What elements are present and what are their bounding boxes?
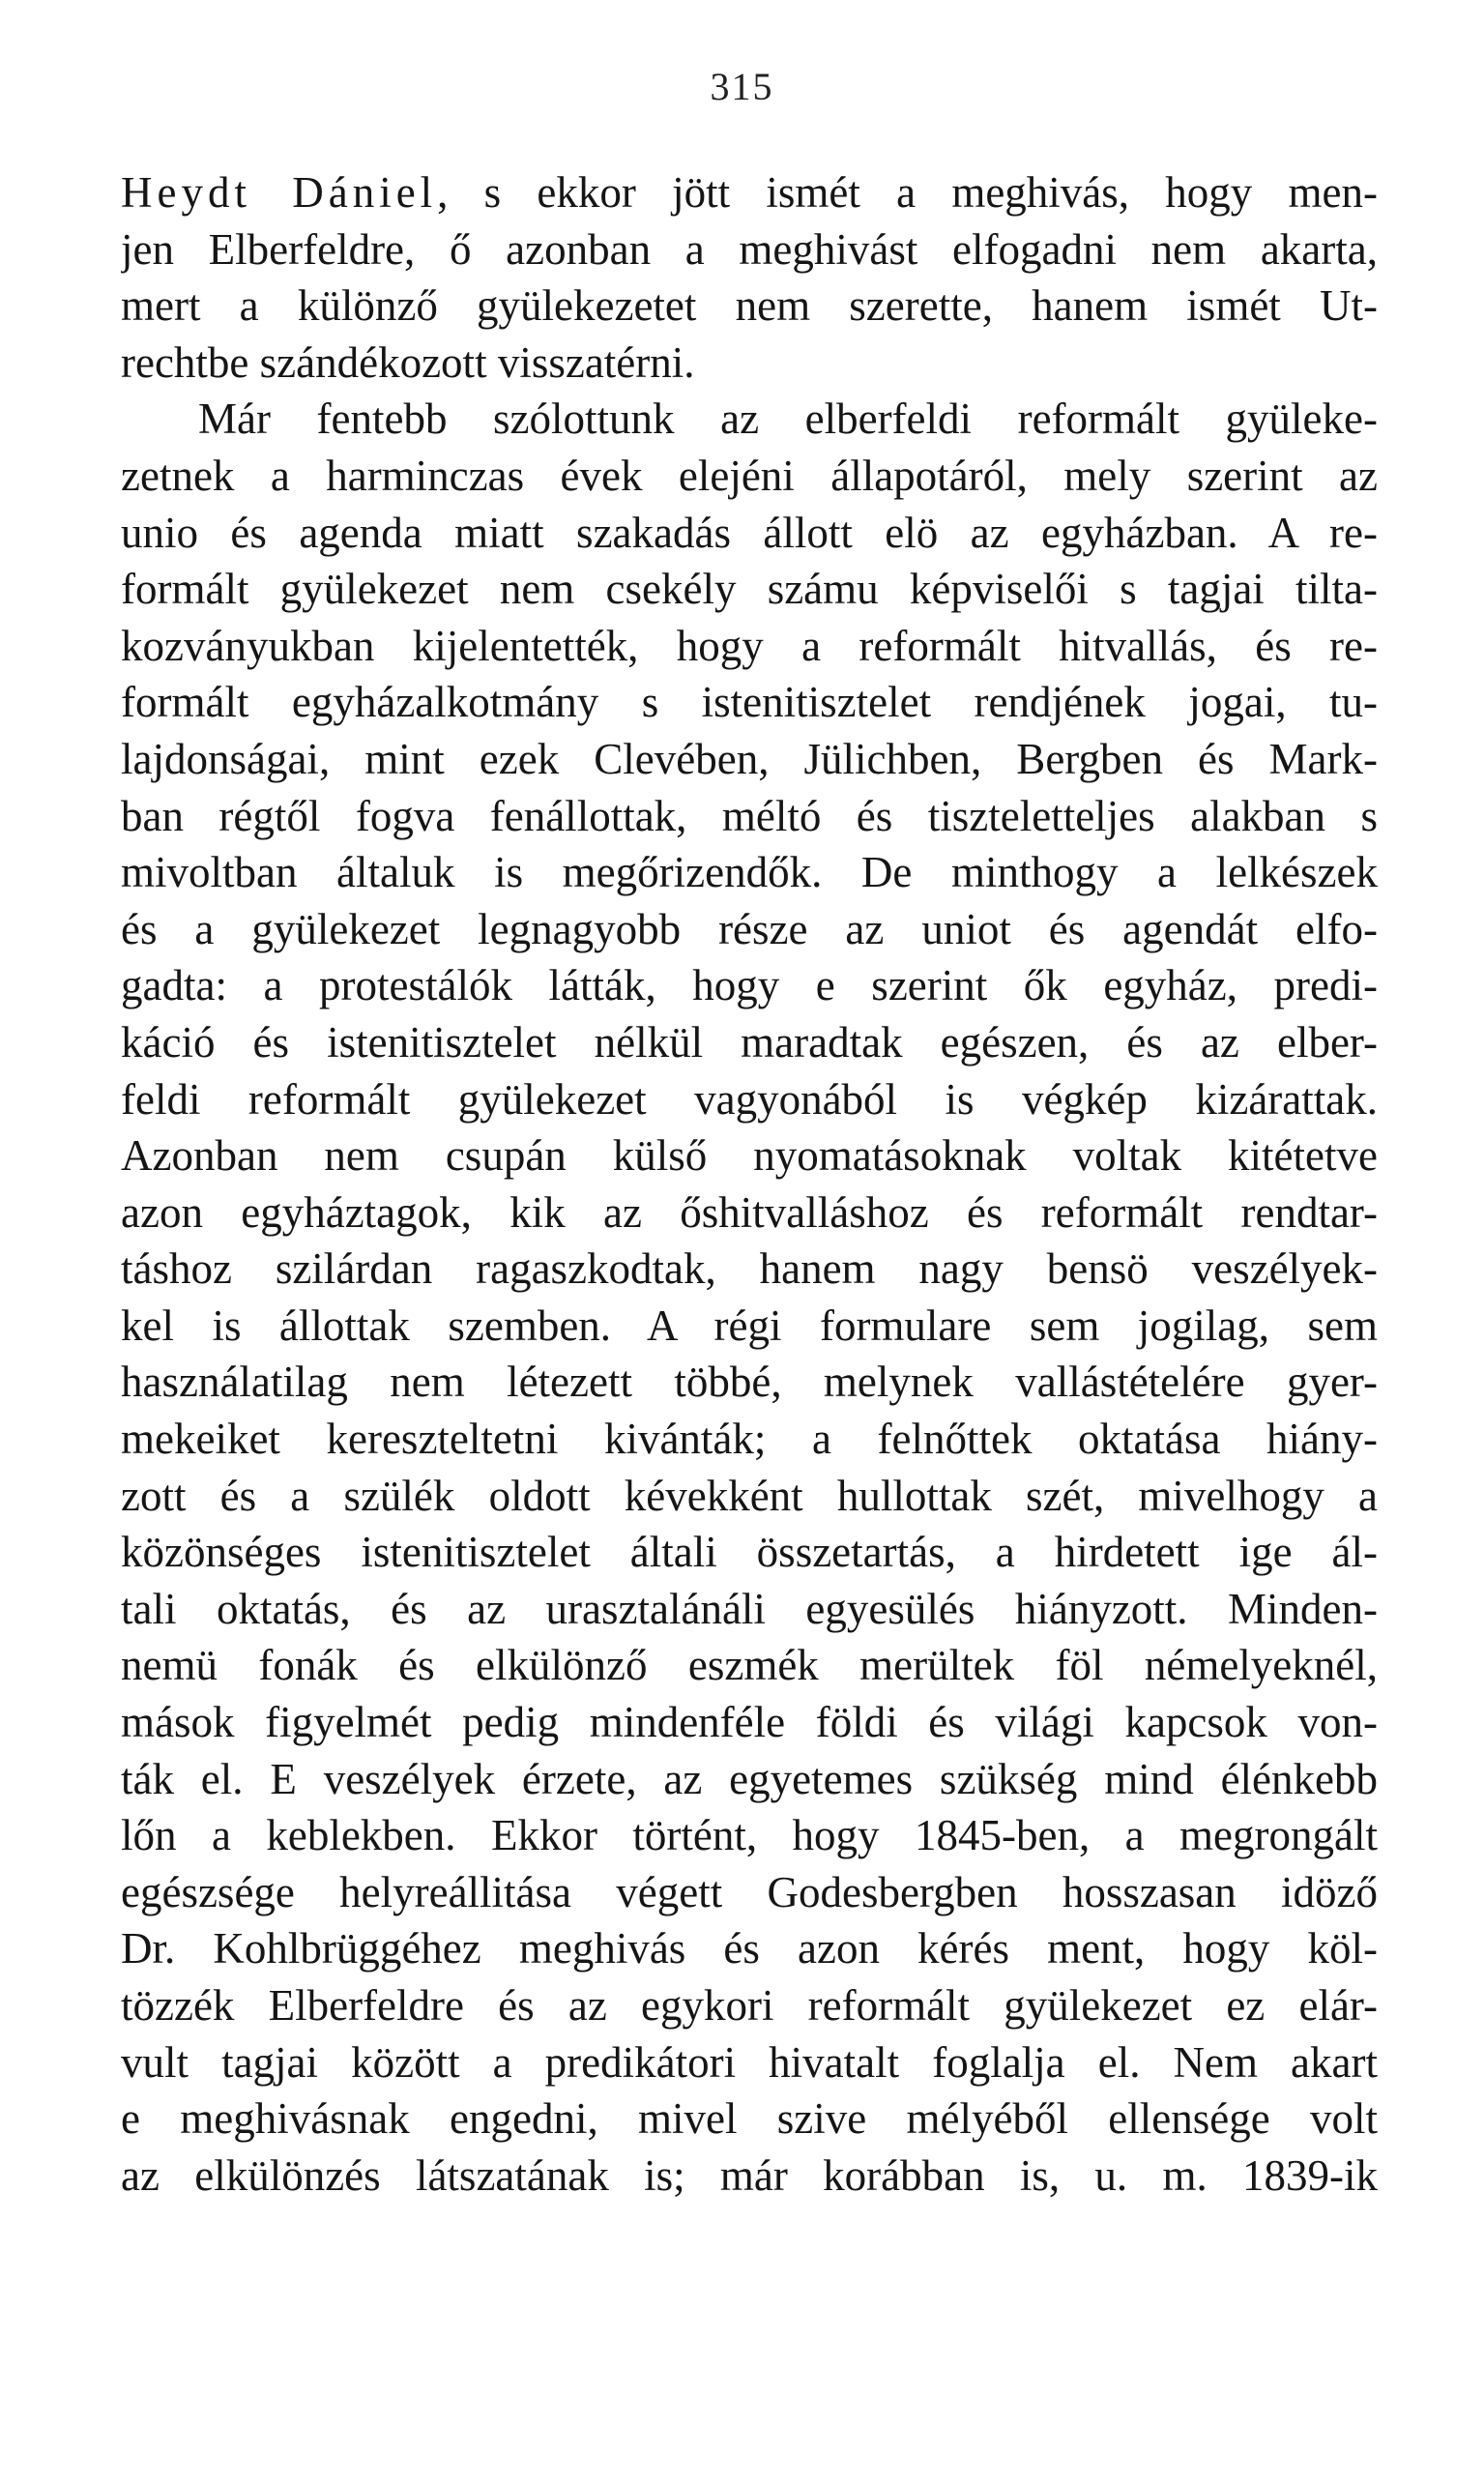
text-line: azon egyháztagok, kik az őshitvalláshoz és reformált rendtar- <box>121 1187 1378 1237</box>
text-line: tali oktatás, és az urasztalánáli egyesülés hiányzott. Minden- <box>121 1584 1378 1633</box>
text-line: ták el. E veszélyek érzete, az egyetemes szükség mind élénkebb <box>121 1754 1378 1803</box>
text-line: vult tagjai között a predikátori hivatalt foglalja el. Nem akart <box>121 2037 1378 2087</box>
text-line: nemü fonák és elkülönző eszmék merültek föl némelyeknél, <box>121 1641 1378 1690</box>
text-line: lőn a keblekben. Ekkor történt, hogy 1845-ben, a megrongált <box>121 1811 1378 1860</box>
text-line: mivoltban általuk is megőrizendők. De minthogy a lelkészek <box>121 848 1378 897</box>
text-line: zetnek a harminczas évek elejéni állapotáról, mely szerint az <box>121 451 1378 500</box>
text-line: az elkülönzés látszatának is; már korábban is, u. m. 1839-ik <box>121 2150 1378 2200</box>
text-line: Azonban nem csupán külső nyomatásoknak voltak kitétetve <box>121 1131 1378 1181</box>
text-line: mekeiket kereszteltetni kivánták; a felnőttek oktatása hiány- <box>121 1415 1378 1464</box>
text-line: káció és istenitisztelet nélkül maradtak egészen, és az elber- <box>121 1017 1378 1067</box>
paragraph-start-line: Már fentebb szólottunk az elberfeldi reformált gyüleke- <box>198 395 1378 444</box>
text-line: és a gyülekezet legnagyobb része az uniot és agendát elfo- <box>121 904 1378 953</box>
text-line: közönséges istenitisztelet általi összetartás, a hirdetett ige ál- <box>121 1528 1378 1577</box>
body-text <box>121 164 1378 2204</box>
text-line: rechtbe szándékozott visszatérni. <box>121 337 695 387</box>
text-line: tözzék Elberfeldre és az egykori reformált gyülekezet ez elár- <box>121 1981 1378 2030</box>
text-line: formált gyülekezet nem csekély számu képviselői s tagjai tilta- <box>121 565 1378 614</box>
text-line: ban régtől fogva fenállottak, méltó és tiszteletteljes alakban s <box>121 791 1378 840</box>
text-line: Heydt Dániel, s ekkor jött ismét a meghivás, hogy men- <box>121 168 1378 217</box>
text-line: kel is állottak szemben. A régi formulare sem jogilag, sem <box>121 1301 1378 1350</box>
text-line: e meghivásnak engedni, mivel szive mélyéből ellensége volt <box>121 2094 1378 2144</box>
text-line: formált egyházalkotmány s istenitisztelet rendjének jogai, tu- <box>121 678 1378 727</box>
text-line: lajdonságai, mint ezek Clevében, Jülichben, Bergben és Mark- <box>121 734 1378 783</box>
text-line: Dr. Kohlbrüggéhez meghivás és azon kérés ment, hogy köl- <box>121 1924 1378 1973</box>
text-line: mert a különző gyülekezetet nem szerette, hanem ismét Ut- <box>121 281 1378 331</box>
text-line: zott és a szülék oldott kévekként hullottak szét, mivelhogy a <box>121 1471 1378 1520</box>
text-line: mások figyelmét pedig mindenféle földi és világi kapcsok von- <box>121 1698 1378 1747</box>
name-spaced: Heydt Dániel <box>121 168 438 217</box>
text-line: gadta: a protestálók látták, hogy e szerint ők egyház, predi- <box>121 961 1378 1010</box>
text-line: unio és agenda miatt szakadás állott elö az egyházban. A re- <box>121 508 1378 557</box>
text-line: feldi reformált gyülekezet vagyonából is végkép kizárattak. <box>121 1074 1378 1124</box>
text-line: jen Elberfeldre, ő azonban a meghivást elfogadni nem akarta, <box>121 224 1378 274</box>
text-line: kozványukban kijelentették, hogy a reformált hitvallás, és re- <box>121 621 1378 670</box>
text-line: egészsége helyreállitása végett Godesbergben hosszasan idöző <box>121 1867 1378 1916</box>
text-line: használatilag nem létezett többé, melynek vallástételére gyer- <box>121 1358 1378 1407</box>
page-number: 315 <box>710 65 774 108</box>
text-line: táshoz szilárdan ragaszkodtak, hanem nagy bensö veszélyek- <box>121 1244 1378 1294</box>
